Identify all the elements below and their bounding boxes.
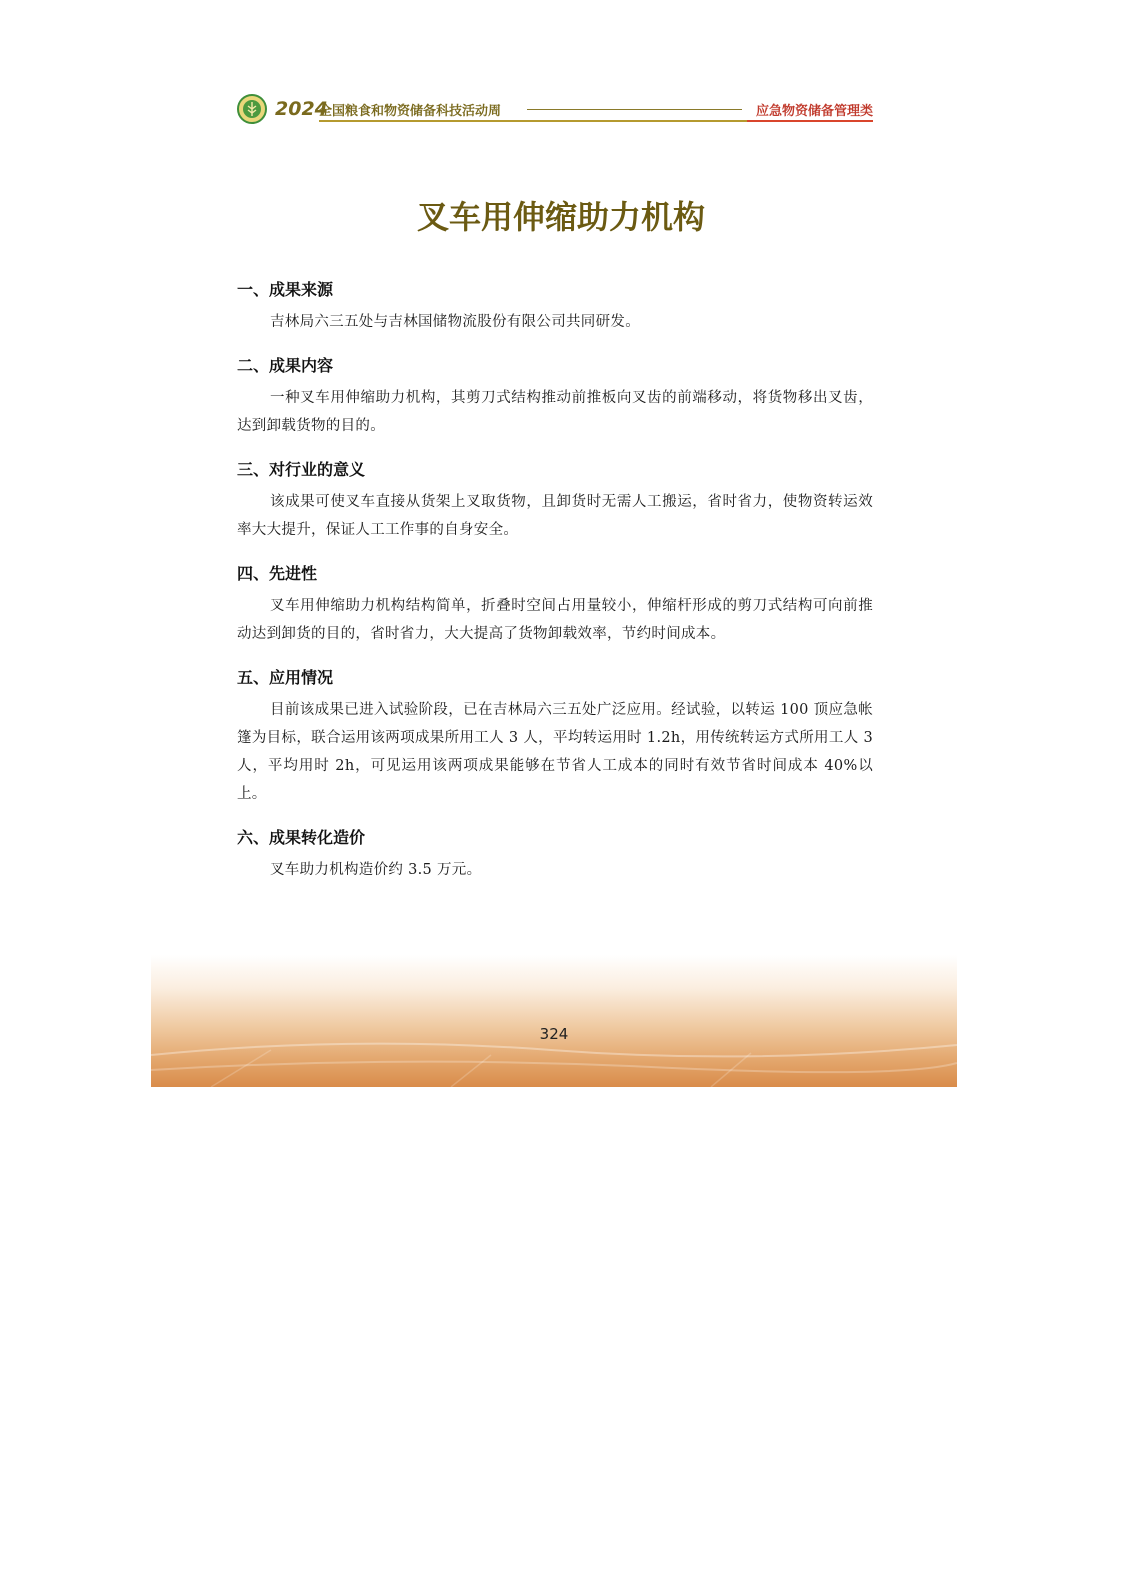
section-heading: 六、成果转化造价 (237, 828, 366, 847)
section-heading: 四、先进性 (237, 564, 318, 583)
section-content (237, 356, 873, 440)
page-header (237, 92, 873, 126)
section-source (237, 280, 873, 336)
section-paragraph: 叉车助力机构造价约 3.5 万元。 (270, 862, 482, 878)
page-number: 324 (539, 1025, 569, 1043)
header-category: 应急物资储备管理类 (755, 104, 873, 119)
emblem-logo-icon (237, 94, 267, 124)
section-significance (237, 460, 873, 544)
document-body (237, 280, 873, 904)
section-heading: 三、对行业的意义 (237, 460, 366, 479)
section-heading: 一、成果来源 (237, 280, 334, 299)
section-application (237, 668, 873, 808)
section-paragraph: 该成果可使叉车直接从货架上叉取货物，且卸货时无需人工搬运，省时省力，使物资转运效率大大提升，保证人工工作事的自身安全。 (237, 494, 873, 538)
header-rule-red (747, 120, 873, 122)
section-paragraph: 吉林局六三五处与吉林国储物流股份有限公司共同研发。 (270, 314, 640, 330)
header-event-title: 全国粮食和物资储备科技活动周 (319, 104, 502, 119)
footer-decorative-band (151, 955, 957, 1087)
section-paragraph: 一种叉车用伸缩助力机构，其剪刀式结构推动前推板向叉齿的前端移动，将货物移出叉齿，达到卸载货物的目的。 (237, 390, 873, 434)
section-advancement (237, 564, 873, 648)
section-paragraph: 叉车用伸缩助力机构结构简单，折叠时空间占用量较小，伸缩杆形成的剪刀式结构可向前推动达到卸货的目的，省时省力，大大提高了货物卸载效率，节约时间成本。 (237, 598, 873, 642)
section-paragraph: 目前该成果已进入试验阶段，已在吉林局六三五处广泛应用。经试验，以转运 100 顶应急帐篷为目标，联合运用该两项成果所用工人 3 人，平均转运用时 1.2h，用传统转运方式所用工人 3 人，平均用时 2h，可见运用该两项成果能够在节省人工成本的同时有效节省时间成本 40%以上。 (237, 702, 873, 802)
page-title: 叉车用伸缩助力机构 (416, 198, 705, 236)
section-heading: 二、成果内容 (237, 356, 334, 375)
header-rule-gold (319, 120, 749, 122)
footer-pattern-icon (151, 955, 957, 1087)
header-divider-line (527, 109, 742, 110)
header-year: 2024 (275, 98, 328, 120)
section-heading: 五、应用情况 (237, 668, 334, 687)
section-cost (237, 828, 873, 884)
